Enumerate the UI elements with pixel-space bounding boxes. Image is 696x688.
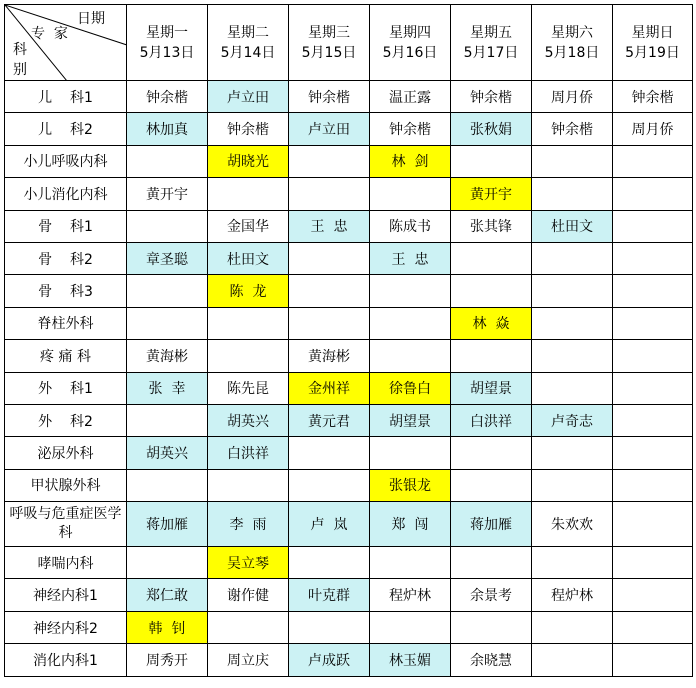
expert-cell: 朱欢欢 [532, 502, 613, 547]
date-label: 5月16日 [382, 44, 438, 61]
department-cell: 外 科1 [5, 372, 127, 404]
expert-cell [289, 469, 370, 501]
expert-cell [451, 611, 532, 643]
expert-cell [289, 437, 370, 469]
expert-cell: 温正露 [370, 81, 451, 113]
expert-cell [208, 307, 289, 339]
weekday-label: 星期日 [631, 24, 674, 41]
expert-cell: 韩 钊 [127, 611, 208, 643]
department-cell: 甲状腺外科 [5, 469, 127, 501]
expert-cell: 王 忠 [289, 210, 370, 242]
table-row [5, 469, 693, 501]
expert-cell: 周立庆 [208, 644, 289, 676]
expert-cell [127, 404, 208, 436]
table-row [5, 579, 693, 611]
expert-cell: 蒋加雁 [451, 502, 532, 547]
expert-cell: 章圣聪 [127, 242, 208, 274]
expert-cell [370, 340, 451, 372]
date-label: 5月19日 [625, 44, 680, 61]
department-cell: 外 科2 [5, 404, 127, 436]
expert-cell [127, 145, 208, 177]
department-cell: 脊柱外科 [5, 307, 127, 339]
day-header-4 [370, 5, 451, 81]
expert-cell [613, 437, 693, 469]
expert-cell: 卢立田 [289, 113, 370, 145]
expert-cell [451, 547, 532, 579]
department-cell: 呼吸与危重症医学科 [5, 502, 127, 547]
expert-cell: 卢 岚 [289, 502, 370, 547]
table-row [5, 404, 693, 436]
day-header-7 [613, 5, 693, 81]
expert-cell [289, 242, 370, 274]
expert-cell [289, 178, 370, 210]
expert-cell [613, 210, 693, 242]
table-row [5, 113, 693, 145]
header-row [5, 5, 693, 81]
expert-cell [613, 644, 693, 676]
expert-cell [127, 547, 208, 579]
expert-cell [613, 547, 693, 579]
date-label: 5月17日 [463, 44, 519, 61]
expert-cell: 黄元君 [289, 404, 370, 436]
expert-cell [208, 178, 289, 210]
table-row [5, 437, 693, 469]
expert-cell [289, 307, 370, 339]
corner-dept-label-1: 科 [13, 42, 27, 58]
expert-cell [613, 404, 693, 436]
expert-cell [370, 275, 451, 307]
expert-cell [532, 437, 613, 469]
expert-cell [451, 242, 532, 274]
expert-cell [613, 340, 693, 372]
expert-cell [289, 547, 370, 579]
expert-cell [370, 611, 451, 643]
table-row [5, 307, 693, 339]
date-label: 5月13日 [139, 44, 195, 61]
expert-cell [532, 242, 613, 274]
expert-cell: 陈先昆 [208, 372, 289, 404]
department-cell: 泌尿外科 [5, 437, 127, 469]
expert-cell [532, 145, 613, 177]
expert-cell [532, 340, 613, 372]
expert-cell: 胡英兴 [208, 404, 289, 436]
expert-cell: 林加真 [127, 113, 208, 145]
expert-cell [370, 307, 451, 339]
expert-cell [613, 242, 693, 274]
expert-cell [613, 502, 693, 547]
expert-cell [451, 340, 532, 372]
table-row [5, 178, 693, 210]
weekday-label: 星期六 [551, 24, 593, 41]
department-cell: 哮喘内科 [5, 547, 127, 579]
table-row [5, 502, 693, 547]
table-row [5, 210, 693, 242]
department-cell: 神经内科2 [5, 611, 127, 643]
department-cell: 疼 痛 科 [5, 340, 127, 372]
expert-cell: 张秋娟 [451, 113, 532, 145]
date-label: 5月15日 [301, 44, 357, 61]
department-cell: 儿 科1 [5, 81, 127, 113]
expert-cell: 胡晓光 [208, 145, 289, 177]
department-cell: 小儿呼吸内科 [5, 145, 127, 177]
expert-cell: 黄开宇 [451, 178, 532, 210]
expert-cell [613, 178, 693, 210]
day-header-2 [208, 5, 289, 81]
expert-cell: 钟余楷 [208, 113, 289, 145]
expert-cell [451, 275, 532, 307]
expert-cell: 陈成书 [370, 210, 451, 242]
day-header-6 [532, 5, 613, 81]
expert-cell: 程炉林 [370, 579, 451, 611]
day-header-1 [127, 5, 208, 81]
expert-schedule-table [4, 4, 693, 677]
expert-cell [532, 644, 613, 676]
expert-cell: 张银龙 [370, 469, 451, 501]
expert-cell [532, 307, 613, 339]
expert-cell: 张其锋 [451, 210, 532, 242]
expert-cell [532, 547, 613, 579]
expert-cell [532, 275, 613, 307]
expert-cell: 黄开宇 [127, 178, 208, 210]
expert-cell: 徐鲁白 [370, 372, 451, 404]
expert-cell [370, 178, 451, 210]
expert-cell: 余晓慧 [451, 644, 532, 676]
expert-cell [289, 611, 370, 643]
expert-cell [370, 437, 451, 469]
table-row [5, 611, 693, 643]
expert-cell: 白洪祥 [208, 437, 289, 469]
department-cell: 骨 科1 [5, 210, 127, 242]
expert-cell: 钟余楷 [613, 81, 693, 113]
expert-cell [451, 469, 532, 501]
expert-cell [451, 145, 532, 177]
expert-cell: 郑仁敢 [127, 579, 208, 611]
date-label: 5月18日 [544, 44, 600, 61]
schedule-body [5, 81, 693, 677]
expert-cell: 蒋加雁 [127, 502, 208, 547]
table-row [5, 372, 693, 404]
expert-cell: 周月侨 [532, 81, 613, 113]
weekday-label: 星期四 [389, 24, 431, 41]
expert-cell [613, 275, 693, 307]
expert-cell [532, 178, 613, 210]
expert-cell: 郑 闯 [370, 502, 451, 547]
expert-cell [208, 611, 289, 643]
weekday-label: 星期二 [227, 24, 269, 41]
weekday-label: 星期三 [308, 24, 350, 41]
department-cell: 消化内科1 [5, 644, 127, 676]
weekday-label: 星期五 [470, 24, 512, 41]
table-row [5, 275, 693, 307]
expert-cell [208, 469, 289, 501]
table-row [5, 547, 693, 579]
department-cell: 神经内科1 [5, 579, 127, 611]
corner-expert-label: 专 家 [31, 26, 68, 42]
department-cell: 儿 科2 [5, 113, 127, 145]
expert-cell [127, 307, 208, 339]
expert-cell: 陈 龙 [208, 275, 289, 307]
expert-cell: 李 雨 [208, 502, 289, 547]
expert-cell [451, 437, 532, 469]
expert-cell [289, 145, 370, 177]
department-cell: 骨 科3 [5, 275, 127, 307]
expert-cell: 白洪祥 [451, 404, 532, 436]
expert-cell: 林玉媚 [370, 644, 451, 676]
weekday-label: 星期一 [146, 24, 188, 41]
department-cell: 小儿消化内科 [5, 178, 127, 210]
expert-cell: 黄海彬 [289, 340, 370, 372]
expert-cell [127, 210, 208, 242]
expert-cell: 林 焱 [451, 307, 532, 339]
expert-cell: 吴立琴 [208, 547, 289, 579]
expert-cell: 周秀开 [127, 644, 208, 676]
expert-cell: 胡望景 [370, 404, 451, 436]
table-row [5, 145, 693, 177]
expert-cell: 钟余楷 [451, 81, 532, 113]
expert-cell: 谢作健 [208, 579, 289, 611]
expert-cell: 胡英兴 [127, 437, 208, 469]
expert-cell [289, 275, 370, 307]
expert-cell: 黄海彬 [127, 340, 208, 372]
expert-cell: 叶克群 [289, 579, 370, 611]
expert-cell [127, 275, 208, 307]
expert-cell: 张 幸 [127, 372, 208, 404]
date-label: 5月14日 [220, 44, 276, 61]
expert-cell: 程炉林 [532, 579, 613, 611]
expert-cell: 林 剑 [370, 145, 451, 177]
expert-cell: 钟余楷 [289, 81, 370, 113]
department-cell: 骨 科2 [5, 242, 127, 274]
expert-cell: 金国华 [208, 210, 289, 242]
table-row [5, 340, 693, 372]
expert-cell [532, 469, 613, 501]
schedule-wrapper [4, 4, 693, 677]
expert-cell: 王 忠 [370, 242, 451, 274]
expert-cell: 钟余楷 [127, 81, 208, 113]
corner-dept-label-2: 别 [13, 62, 27, 78]
expert-cell: 杜田文 [208, 242, 289, 274]
corner-date-label: 日期 [77, 11, 105, 27]
expert-cell [370, 547, 451, 579]
expert-cell [208, 340, 289, 372]
expert-cell [613, 469, 693, 501]
expert-cell: 卢奇志 [532, 404, 613, 436]
table-row [5, 81, 693, 113]
expert-cell: 钟余楷 [370, 113, 451, 145]
expert-cell: 卢成跃 [289, 644, 370, 676]
day-header-3 [289, 5, 370, 81]
expert-cell [613, 372, 693, 404]
expert-cell: 卢立田 [208, 81, 289, 113]
expert-cell [613, 307, 693, 339]
day-header-5 [451, 5, 532, 81]
expert-cell [127, 469, 208, 501]
expert-cell [613, 145, 693, 177]
corner-header-cell [5, 5, 127, 81]
expert-cell: 钟余楷 [532, 113, 613, 145]
expert-cell: 金州祥 [289, 372, 370, 404]
table-row [5, 242, 693, 274]
expert-cell [613, 579, 693, 611]
expert-cell [532, 611, 613, 643]
expert-cell: 杜田文 [532, 210, 613, 242]
expert-cell [613, 611, 693, 643]
expert-cell [532, 372, 613, 404]
expert-cell: 余景考 [451, 579, 532, 611]
expert-cell: 周月侨 [613, 113, 693, 145]
table-row [5, 644, 693, 676]
expert-cell: 胡望景 [451, 372, 532, 404]
